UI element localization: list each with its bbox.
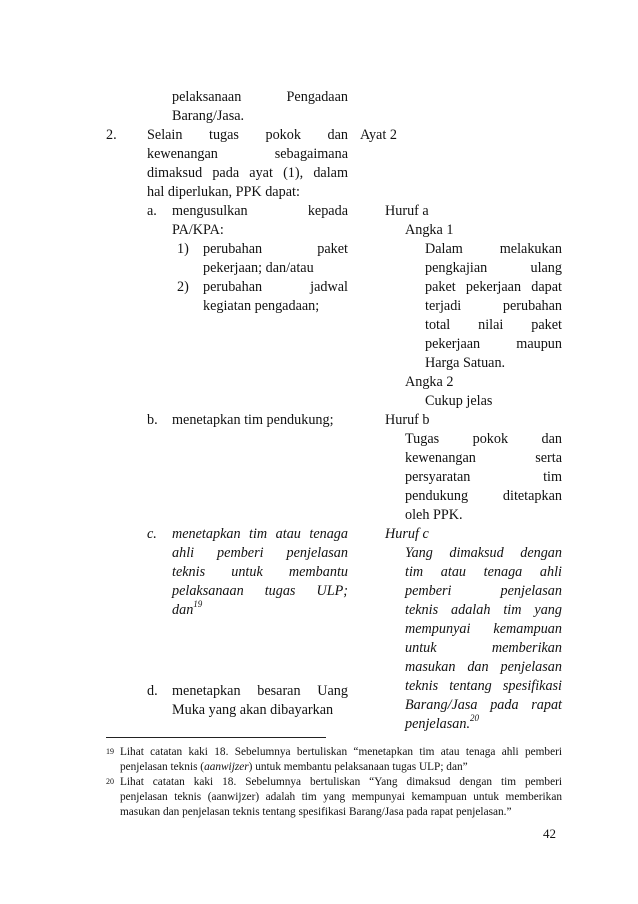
angka-heading: Angka 1: [405, 222, 454, 238]
footnote-ref[interactable]: 19: [193, 599, 203, 610]
body-text-line: perubahan paket: [203, 241, 348, 257]
sub-number: 1): [177, 241, 189, 257]
body-text-line: kegiatan pengadaan;: [203, 298, 320, 314]
explanation-line: Dalam melakukan: [425, 241, 562, 257]
huruf-heading: Huruf c: [385, 526, 429, 542]
explanation-line: teknis tentang spesifikasi: [405, 678, 562, 694]
footnote-divider: [106, 737, 326, 738]
body-text-line: hal diperlukan, PPK dapat:: [147, 184, 300, 200]
body-text-line: dan$^{19}$: [172, 599, 203, 618]
footnote-number: 20: [106, 777, 114, 786]
body-text-line: menetapkan tim atau tenaga: [172, 526, 348, 542]
explanation-line: pengkajian ulang: [425, 260, 562, 276]
angka-heading: Angka 2: [405, 374, 454, 390]
body-text-line: Muka yang akan dibayarkan: [172, 702, 334, 718]
item-letter: c.: [147, 526, 157, 542]
explanation-line: persyaratan tim: [405, 469, 562, 485]
item-letter: d.: [147, 683, 158, 699]
body-text-line: mengusulkan kepada: [172, 203, 348, 219]
explanation-line: Harga Satuan.: [425, 355, 506, 371]
body-text-line: PA/KPA:: [172, 222, 224, 238]
body-text-line: pekerjaan; dan/atau: [203, 260, 314, 276]
body-text-line: perubahan jadwal: [203, 279, 348, 295]
footnote-ref[interactable]: 20: [470, 713, 480, 724]
explanation-line: pendukung ditetapkan: [405, 488, 562, 504]
explanation-line: Cukup jelas: [425, 393, 493, 409]
explanation-line: pekerjaan maupun: [425, 336, 562, 352]
body-text-line: Selain tugas pokok dan: [147, 127, 348, 143]
explanation-line: pemberi penjelasan: [405, 583, 562, 599]
body-text-line: Barang/Jasa.: [172, 108, 245, 124]
huruf-heading: Huruf b: [385, 412, 430, 428]
item-number: 2.: [106, 127, 117, 143]
ayat-heading: Ayat 2: [360, 127, 397, 143]
body-text-line: kewenangan sebagaimana: [147, 146, 348, 162]
explanation-line: terjadi perubahan: [425, 298, 562, 314]
explanation-line: paket pekerjaan dapat: [425, 279, 562, 295]
body-text-line: menetapkan tim pendukung;: [172, 412, 334, 428]
footnote-line: penjelasan teknis (aanwijzer) untuk membantu pelaksanaan tugas ULP; dan”: [120, 761, 468, 773]
explanation-line: mempunyai kemampuan: [405, 621, 562, 637]
page-number: 42: [543, 826, 556, 841]
body-text-line: menetapkan besaran Uang: [172, 683, 348, 699]
body-text-line: dimaksud pada ayat (1), dalam: [147, 165, 348, 181]
footnote-line: Lihat catatan kaki 18. Sebelumnya bertuliskan “Yang dimaksud dengan tim pemberi: [120, 776, 562, 788]
explanation-line: total nilai paket: [425, 317, 562, 333]
footnote-line: Lihat catatan kaki 18. Sebelumnya bertuliskan “menetapkan tim atau tenaga ahli pemberi: [120, 746, 562, 758]
explanation-line: Yang dimaksud dengan: [405, 545, 562, 561]
explanation-line: penjelasan.$^{20}$: [405, 713, 480, 732]
explanation-line: Barang/Jasa pada rapat: [405, 697, 562, 713]
explanation-line: tim atau tenaga ahli: [405, 564, 562, 580]
body-text-line: pelaksanaan Pengadaan: [172, 89, 348, 105]
huruf-heading: Huruf a: [385, 203, 429, 219]
explanation-line: teknis adalah tim yang: [405, 602, 562, 618]
footnote-line: penjelasan teknis (aanwijzer) adalah tim yang mempunyai kemampuan untuk memberikan: [120, 791, 562, 803]
body-text-line: pelaksanaan tugas ULP;: [172, 583, 348, 599]
explanation-line: kewenangan serta: [405, 450, 562, 466]
explanation-line: oleh PPK.: [405, 507, 463, 523]
footnote-line: masukan dan penjelasan teknis tentang spesifikasi Barang/Jasa pada rapat penjelasan.”: [120, 806, 512, 818]
sub-number: 2): [177, 279, 189, 295]
explanation-line: Tugas pokok dan: [405, 431, 562, 447]
body-text-line: teknis untuk membantu: [172, 564, 348, 580]
item-letter: a.: [147, 203, 157, 219]
footnote-number: 19: [106, 747, 114, 756]
explanation-line: untuk memberikan: [405, 640, 562, 656]
body-text-line: ahli pemberi penjelasan: [172, 545, 348, 561]
item-letter: b.: [147, 412, 158, 428]
explanation-line: masukan dan penjelasan: [405, 659, 562, 675]
